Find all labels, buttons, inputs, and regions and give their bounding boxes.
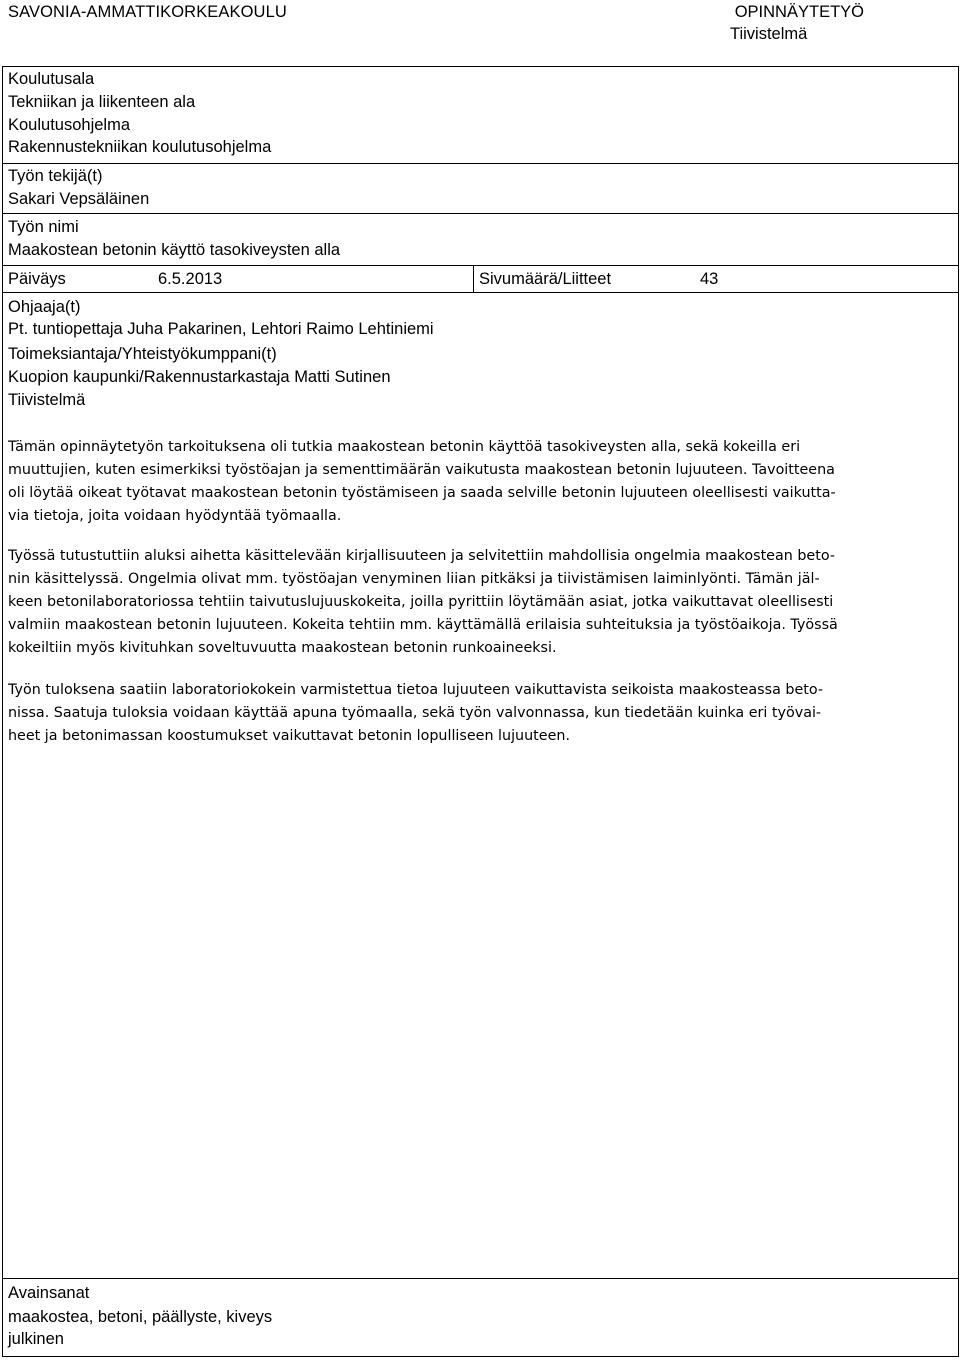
divider-tekija	[2, 163, 959, 164]
koulutusala-label: Koulutusala	[8, 70, 95, 88]
abstract-line: valmiin maakostean betonin lujuuteen. Kokeita tehtiin mm. käyttämällä erilaisia suhteituksia ja työstöaikoja. Työssä	[8, 617, 838, 633]
ohjaaja-value: Pt. tuntiopettaja Juha Pakarinen, Lehtori Raimo Lehtiniemi	[8, 320, 434, 338]
ohjaaja-label: Ohjaaja(t)	[8, 298, 81, 316]
abstract-line: Työssä tutustuttiin aluksi aihetta käsittelevään kirjallisuuteen ja selvitettiin mahdollisia ongelmia maakostean beto-	[8, 548, 835, 564]
abstract-line: kokeiltiin myös kivituhkan soveltuvuutta maakostean betonin runkoaineeksi.	[8, 640, 557, 656]
publicity-value: julkinen	[8, 1330, 64, 1348]
tiivistelma-label: Tiivistelmä	[8, 391, 86, 409]
abstract-line: Tämän opinnäytetyön tarkoituksena oli tutkia maakostean betonin käyttöä tasokiveysten alla, sekä kokeilla eri	[8, 439, 801, 455]
abstract-paragraph-2	[8, 545, 948, 660]
abstract-paragraph-3	[8, 679, 948, 748]
tekija-label: Työn tekijä(t)	[8, 167, 103, 185]
abstract-line: via tietoja, joita voidaan hyödyntää työmaalla.	[8, 508, 342, 524]
document-subtype: Tiivistelmä	[730, 25, 808, 43]
toimeksiantaja-value: Kuopion kaupunki/Rakennustarkastaja Matti Sutinen	[8, 368, 391, 386]
koulutusohjelma-label: Koulutusohjelma	[8, 116, 130, 134]
abstract-line: heet ja betonimassan koostumukset vaikuttavat betonin lopulliseen lujuuteen.	[8, 728, 570, 744]
divider-ohjaaja	[2, 292, 959, 293]
paivays-value: 6.5.2013	[158, 270, 223, 288]
abstract-line: nin käsittelyssä. Ongelmia olivat mm. työstöajan venyminen liian pitkäksi ja tiivistämisen laiminlyönti. Tämän jäl-	[8, 571, 820, 587]
toimeksiantaja-label: Toimeksiantaja/Yhteistyökumppani(t)	[8, 345, 277, 363]
keywords-label: Avainsanat	[8, 1284, 90, 1302]
abstract-line: nissa. Saatuja tuloksia voidaan käyttää apuna työmaalla, sekä työn valvonnassa, kun tiedetään kuinka eri työvai-	[8, 705, 822, 721]
abstract-line: keen betonilaboratoriossa tehtiin taivutuslujuuskokeita, joilla pyrittiin löytämään asiat, jotka vaikuttavat oleellisesti	[8, 594, 834, 610]
divider-paivays	[2, 265, 959, 266]
sivumaara-value: 43	[700, 270, 719, 288]
tekija-value: Sakari Vepsäläinen	[8, 190, 150, 208]
abstract-line: oli löytää oikeat työtavat maakostean betonin työstämiseen ja saada selville betonin lujuuteen oleellisesti vaikutta-	[8, 485, 836, 501]
divider-nimi	[2, 213, 959, 214]
document-type: OPINNÄYTETYÖ	[734, 3, 864, 21]
keywords-value: maakostea, betoni, päällyste, kiveys	[8, 1308, 273, 1326]
sivumaara-label: Sivumäärä/Liitteet	[479, 270, 612, 288]
page-header	[0, 0, 960, 60]
koulutusohjelma-value: Rakennustekniikan koulutusohjelma	[8, 138, 272, 156]
school-name: SAVONIA-AMMATTIKORKEAKOULU	[8, 3, 287, 21]
nimi-label: Työn nimi	[8, 218, 79, 236]
nimi-value: Maakostean betonin käyttö tasokiveysten alla	[8, 241, 341, 259]
divider-sivumaara	[473, 265, 474, 292]
abstract-line: Työn tuloksena saatiin laboratoriokokein varmistettua tietoa lujuuteen vaikuttavista seikoista maakosteassa beto-	[8, 682, 824, 698]
abstract-paragraph-1	[8, 436, 948, 528]
paivays-label: Päiväys	[8, 270, 66, 288]
koulutusala-value: Tekniikan ja liikenteen ala	[8, 93, 196, 111]
abstract-line: muuttujien, kuten esimerkiksi työstöajan ja sementtimäärän vaikutusta maakostean betonin lujuuteen. Tavoitteena	[8, 462, 835, 478]
